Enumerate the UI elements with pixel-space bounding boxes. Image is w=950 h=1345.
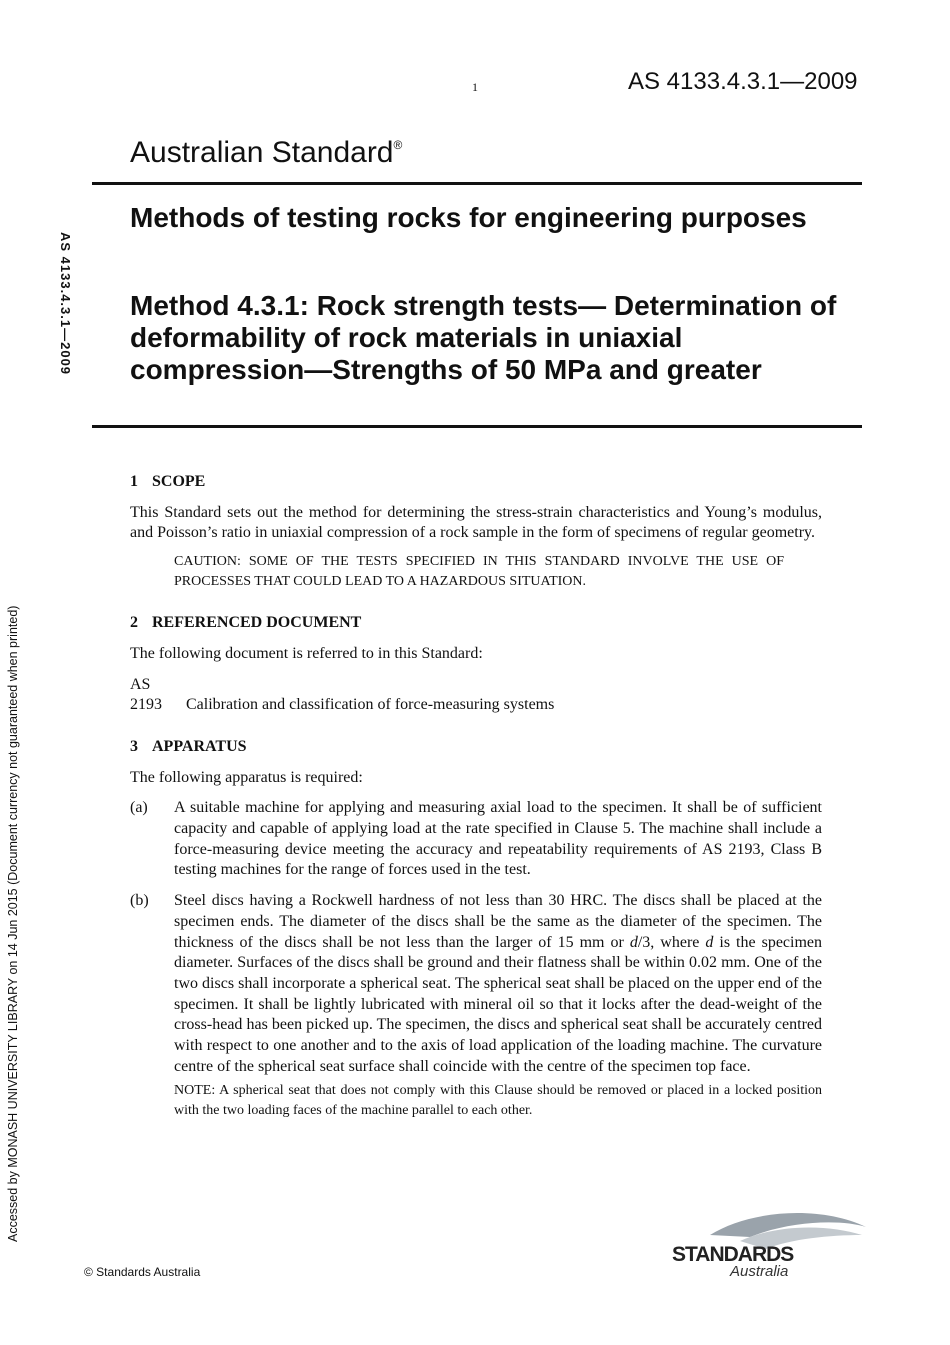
registered-mark: ® bbox=[393, 138, 403, 152]
list-item-a bbox=[130, 798, 822, 881]
standards-australia-logo bbox=[670, 1205, 870, 1285]
page-number: 1 bbox=[472, 80, 478, 94]
section-heading-apparatus bbox=[130, 737, 822, 758]
section-heading-referenced bbox=[130, 613, 822, 634]
reference-title: Calibration and classification of force-measuring systems bbox=[186, 696, 555, 714]
section-number: 1 bbox=[130, 473, 138, 490]
apparatus-note: NOTE: A spherical seat that does not comply with this Clause should be removed or placed in a locked position with the two loading faces of the machine parallel to each other. bbox=[174, 1083, 822, 1119]
logo-wordmark: STANDARDS bbox=[672, 1243, 794, 1266]
section-title: APPARATUS bbox=[152, 737, 247, 755]
referenced-intro: The following document is referred to in this Standard: bbox=[130, 644, 483, 662]
side-standard-id: AS 4133.4.3.1—2009 bbox=[58, 232, 73, 376]
list-item-b bbox=[130, 891, 822, 1077]
scope-paragraph: This Standard sets out the method for determining the stress-strain characteristics and Young’s modulus, and Poisson’s ratio in uniaxial compression of a rock sample in the form of specimens of regular geometry. bbox=[130, 503, 822, 542]
referenced-item bbox=[130, 695, 822, 716]
reference-code: 2193 bbox=[130, 696, 162, 714]
logo-subtext: Australia bbox=[730, 1263, 789, 1280]
list-label: (a) bbox=[130, 799, 148, 817]
list-text bbox=[174, 891, 822, 1077]
document-body bbox=[130, 472, 822, 1121]
caution-note: CAUTION: SOME OF THE TESTS SPECIFIED IN THIS STANDARD INVOLVE THE USE OF PROCESSES THAT COULD LEAD TO A HAZARDOUS SITUATION. bbox=[174, 554, 784, 590]
list-text: A suitable machine for applying and measuring axial load to the specimen. It shall be of sufficient capacity and capable of applying load at the rate specified in Clause 5. The machine shall include a force-measuring device meeting the accuracy and repeatability requirements of AS 2193, Class B testing machines for the range of forces used in the test. bbox=[174, 799, 822, 879]
list-label: (b) bbox=[130, 892, 149, 910]
copyright: © Standards Australia bbox=[84, 1265, 201, 1279]
list-text-part: Steel discs having a Rockwell hardness of not less than 30 HRC. The discs shall be placed at the specimen ends. The diameter of the discs shall be the same as the diameter of the specimen. The thickness of the discs shall be not less than the larger of 15 mm or bbox=[174, 892, 822, 951]
standard-label bbox=[130, 136, 402, 170]
method-title: Method 4.3.1: Rock strength tests— Determination of deformability of rock materials in uniaxial compression—Strengths of 50 MPa and greater bbox=[130, 290, 837, 385]
variable-d: d bbox=[705, 933, 714, 951]
title-top-rule bbox=[92, 182, 862, 185]
list-text-part: is the specimen diameter. Surfaces of the discs shall be ground and their flatness shall be within 0.02 mm. One of the two discs shall incorporate a spherical seat. The spherical seat shall be placed on the upper end of the specimen. It shall be lightly lubricated with mineral oil so that it locks after the dead-weight of the cross-head has been picked up. The specimen, the discs and spherical seat shall be accurately centred with respect to one another and to the axis of load application of the loading machine. The curvature centre of the spherical seat surface shall coincide with the centre of the specimen top face. bbox=[174, 933, 823, 1075]
apparatus-intro: The following apparatus is required: bbox=[130, 768, 363, 786]
section-number: 2 bbox=[130, 614, 138, 632]
section-number: 3 bbox=[130, 737, 138, 755]
list-text-part: /3, where bbox=[637, 933, 706, 951]
title-bottom-rule bbox=[92, 425, 862, 428]
variable-d: d bbox=[629, 933, 638, 951]
referenced-prefix: AS bbox=[130, 675, 151, 693]
section-title: REFERENCED DOCUMENT bbox=[152, 614, 362, 632]
standard-label-text: Australian Standard bbox=[130, 136, 394, 169]
section-heading-scope bbox=[130, 472, 822, 493]
main-title: Methods of testing rocks for engineering purposes bbox=[130, 202, 807, 233]
section-title: SCOPE bbox=[152, 473, 206, 490]
standard-id: AS 4133.4.3.1—2009 bbox=[628, 68, 858, 95]
access-note: Accessed by MONASH UNIVERSITY LIBRARY on 14 Jun 2015 (Document currency not guaranteed when printed) bbox=[6, 605, 20, 1242]
